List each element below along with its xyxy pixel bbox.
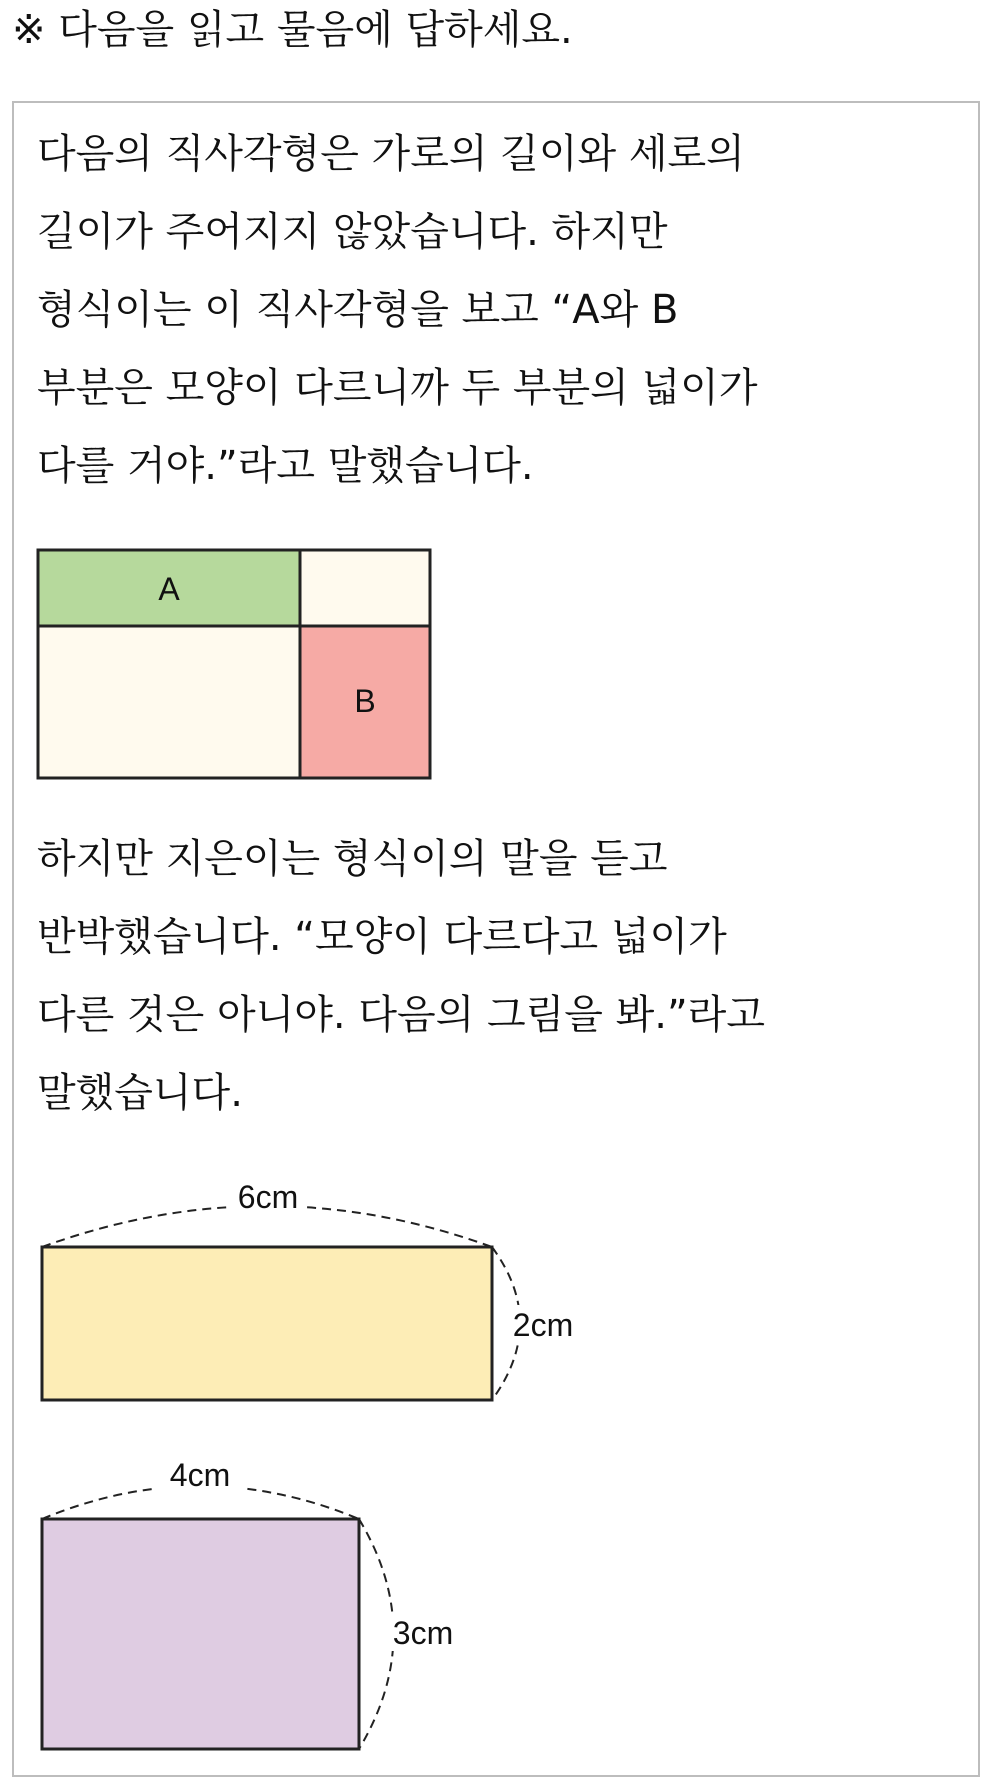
rectangle-4x3-figure xyxy=(30,1445,490,1755)
paragraph-1 xyxy=(37,115,757,505)
height-label: 3cm xyxy=(392,1615,454,1651)
rectangle-6x2 xyxy=(42,1247,492,1400)
width-label: 6cm xyxy=(237,1179,299,1215)
paragraph-2-line: 반박했습니다. “모양이 다르다고 넓이가 xyxy=(37,914,727,960)
label-b: B xyxy=(354,683,376,719)
paragraph-1-line: 다음의 직사각형은 가로의 길이와 세로의 xyxy=(37,131,745,177)
paragraph-2-line: 다른 것은 아니야. 다음의 그림을 봐.”라고 xyxy=(37,992,765,1038)
paragraph-1-line: 다를 거야.”라고 말했습니다. xyxy=(37,443,534,489)
paragraph-2 xyxy=(37,820,765,1132)
paragraph-2-line: 하지만 지은이는 형식이의 말을 듣고 xyxy=(37,836,668,882)
paragraph-1-line: 부분은 모양이 다르니까 두 부분의 넓이가 xyxy=(37,365,758,411)
divided-rectangle-figure xyxy=(36,548,432,780)
rectangle-4x3 xyxy=(42,1519,359,1749)
rectangle-6x2-figure xyxy=(30,1160,590,1410)
paragraph-1-line: 형식이는 이 직사각형을 보고 “A와 B xyxy=(37,287,679,333)
width-label: 4cm xyxy=(169,1457,231,1493)
paragraph-2-line: 말했습니다. xyxy=(37,1070,243,1116)
instruction-text: ※ 다음을 읽고 물음에 답하세요. xyxy=(12,7,573,53)
paragraph-1-line: 길이가 주어지지 않았습니다. 하지만 xyxy=(37,209,668,255)
height-label: 2cm xyxy=(512,1307,574,1343)
label-a: A xyxy=(158,571,180,607)
